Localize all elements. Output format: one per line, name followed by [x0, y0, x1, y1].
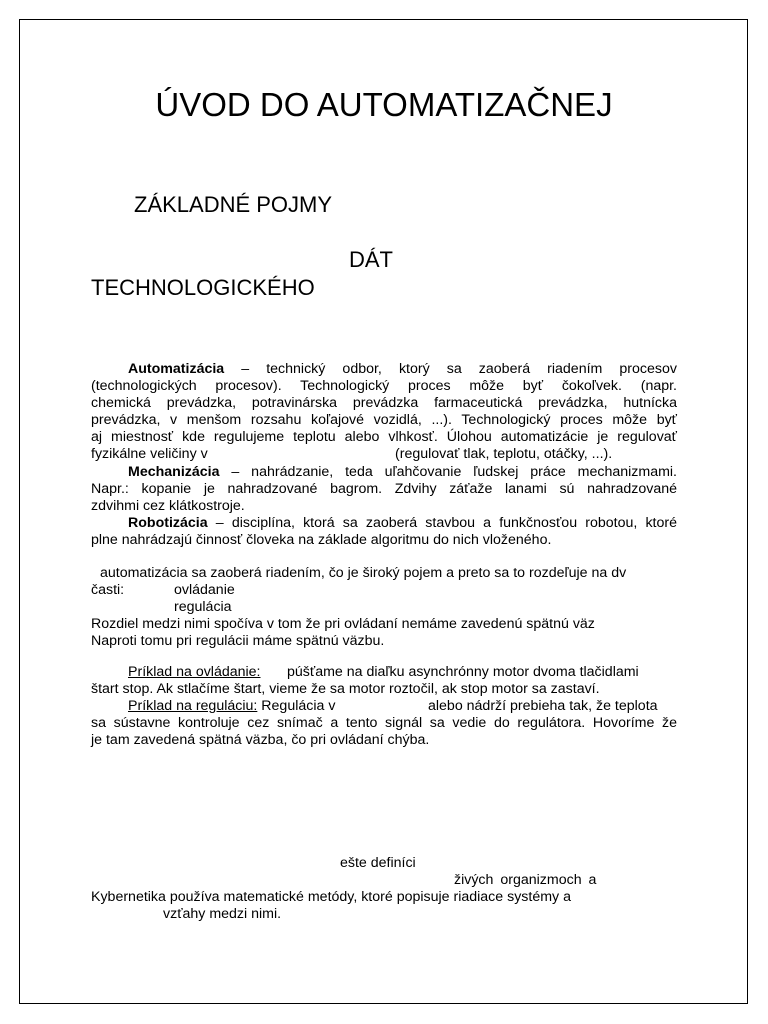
text-line: Rozdiel medzi nimi spočíva v tom že pri ovládaní nemáme zavedenú spätnú väz: [91, 616, 595, 633]
paragraph-division: [91, 565, 677, 650]
example-control-label: Príklad na ovládanie:: [128, 664, 261, 680]
text-line: [91, 515, 677, 532]
heading-basic-terms: ZÁKLADNÉ POJMY: [134, 192, 333, 217]
text-line: sa sústavne kontroluje cez snímač a tento signál sa vedie do regulátora. Hovoríme že: [91, 715, 677, 732]
text-line: [91, 464, 677, 481]
text-line: (technologických procesov). Technologický proces môže byť čokoľvek. (napr.: [91, 378, 677, 395]
fragment-organisms: živých organizmoch a: [454, 872, 597, 888]
text-line: Napr.: kopanie je nahradzované bagrom. Zdvihy záťaže lanami sú nahradzované: [91, 481, 677, 498]
text-line: Naproti tomu pri regulácii máme spätnú väzbu.: [91, 633, 385, 650]
fragment-cybernetics: Kybernetika používa matematické metódy, ktoré popisuje riadiace systémy a: [91, 889, 571, 905]
text-line: je tam zavedená spätná väzba, čo pri ovládaní chýba.: [91, 732, 430, 749]
text-line: [91, 582, 677, 599]
page-title: ÚVOD DO AUTOMATIZAČNEJ: [155, 86, 613, 123]
text-line: [91, 361, 677, 378]
text-line: aj miestnosť kde regulujeme teplotu alebo vlhkosť. Úlohou automatizácie je regulovať: [91, 429, 677, 446]
list-item-control: ovládanie: [174, 582, 235, 599]
text-span: fyzikálne veličiny v: [91, 446, 208, 463]
example-control: [91, 664, 677, 698]
text-line: [91, 698, 677, 715]
text-line: štart stop. Ak stlačíme štart, vieme že sa motor roztočil, ak stop motor sa zastaví.: [91, 681, 600, 698]
list-item-regulation: regulácia: [174, 599, 232, 616]
text-line: automatizácia sa zaoberá riadením, čo je široký pojem a preto sa to rozdeľuje na dv: [100, 565, 627, 581]
text-line: prevádzka, v menšom rozsahu koľajové vozidlá, ...). Technologický proces môže byť: [91, 412, 677, 429]
text-line: [91, 446, 677, 463]
heading-technological: TECHNOLOGICKÉHO: [91, 275, 315, 300]
text-line: chemická prevádzka, potravinárska prevádzka farmaceutická prevádzka, hutnícka: [91, 395, 677, 412]
text-line: [91, 664, 677, 681]
text-span: – nahrádzanie, teda uľahčovanie ľudskej práce mechanizmami.: [231, 464, 677, 480]
heading-dat: DÁT: [349, 247, 393, 272]
term-mechanization: Mechanizácia: [128, 464, 220, 480]
text-line: zdvihmi cez klátkostroje.: [91, 498, 245, 515]
text-line: plne nahrádzajú činnosť človeka na základe algoritmu do nich vloženého.: [91, 532, 552, 549]
fragment-relations: vzťahy medzi nimi.: [163, 906, 282, 922]
text-span: (regulovať tlak, teplotu, otáčky, ...).: [395, 446, 613, 463]
text-span: alebo nádrží prebieha tak, že teplota: [428, 698, 658, 714]
text-span: púšťame na diaľku asynchrónny motor dvoma tlačidlami: [287, 664, 639, 680]
text-span: Regulácia v: [261, 698, 336, 714]
example-regulation: [91, 698, 677, 749]
term-automation: Automatizácia: [128, 361, 225, 377]
paragraph-robotization: [91, 515, 677, 549]
text-span: časti:: [91, 582, 125, 599]
text-span: – disciplína, ktorá sa zaoberá stavbou a funkčnosťou robotou, ktoré: [215, 515, 677, 531]
term-robotization: Robotizácia: [128, 515, 208, 531]
example-regulation-label: Príklad na reguláciu:: [128, 698, 258, 714]
fragment-definition: ešte definíci: [340, 855, 416, 871]
paragraph-mechanization: [91, 464, 677, 515]
paragraph-automation: [91, 361, 677, 464]
text-span: – technický odbor, ktorý sa zaoberá riadením procesov: [241, 361, 677, 377]
